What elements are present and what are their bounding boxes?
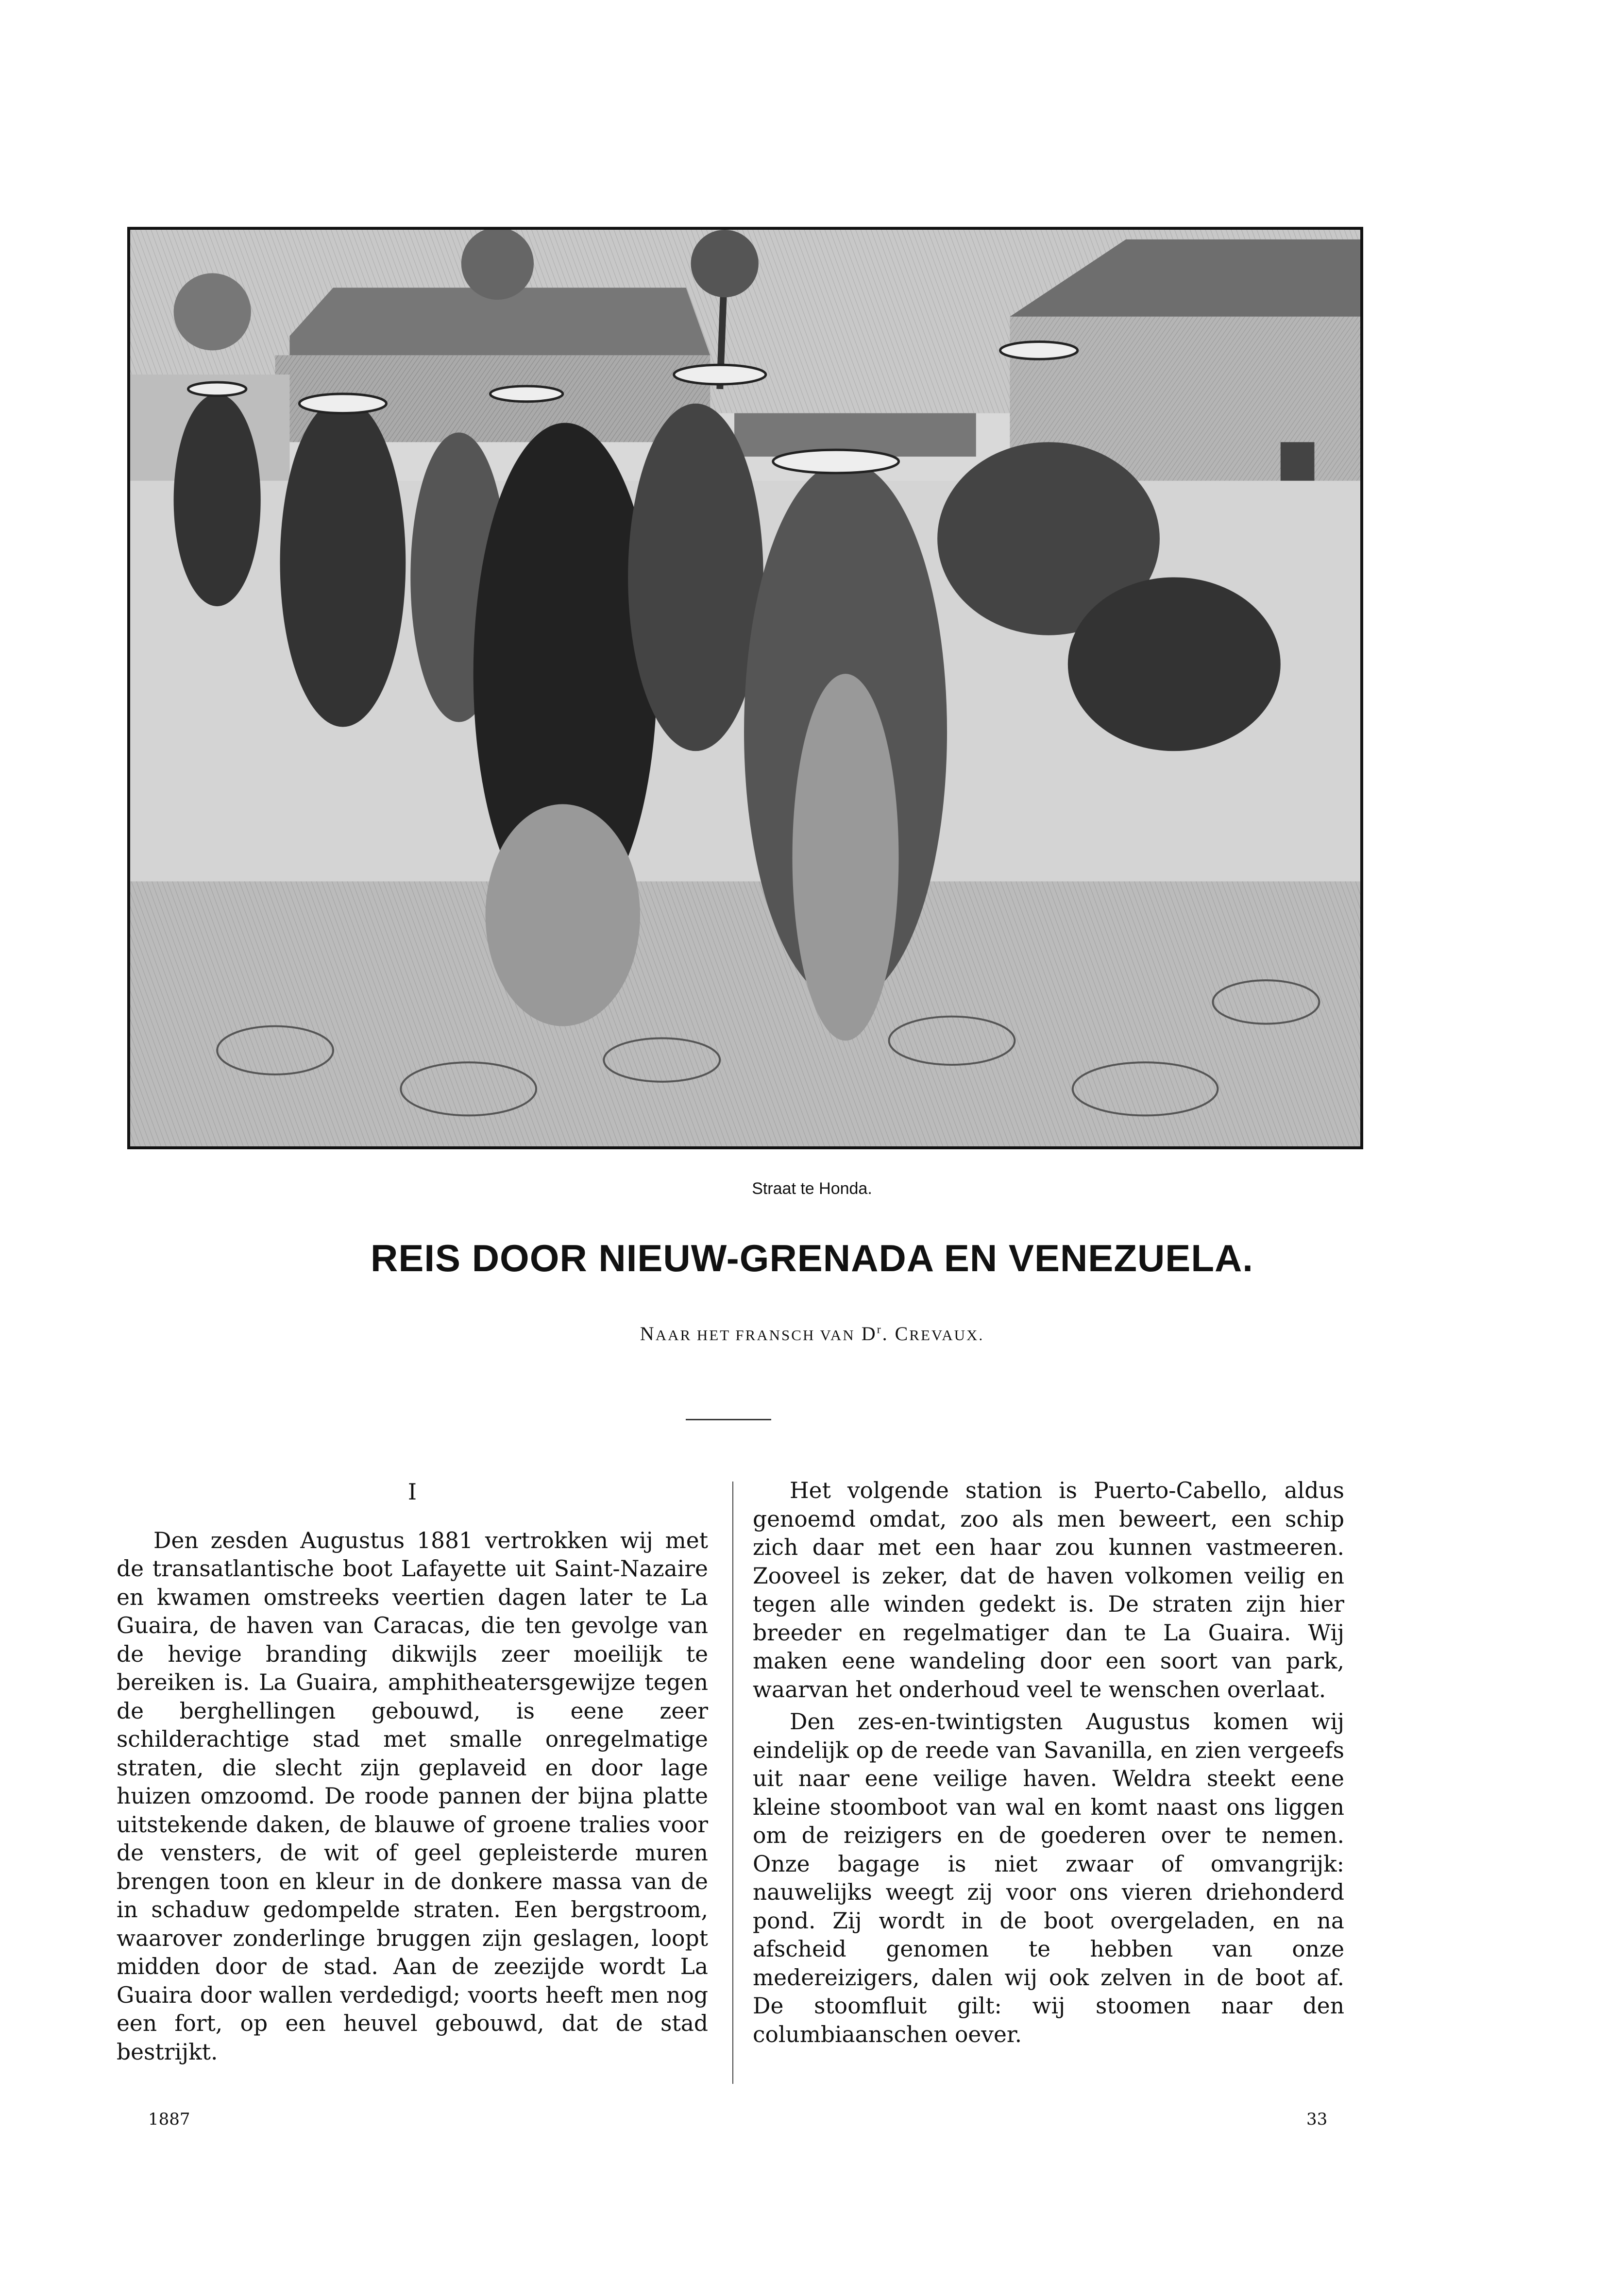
section-number: I	[407, 1479, 417, 1505]
figure-caption: Straat te Honda.	[752, 1179, 872, 1198]
paragraph: Den zesden Augustus 1881 vertrokken wij met de transatlantische boot Lafayette uit Saint-Nazaire en kwamen omstreeks veertien dagen later te La Guaira, de haven van Caracas, die ten gevolge van de hevige branding dikwijls zeer moeilijk te bereiken is. La Guaira, amphitheatersgewijze tegen de berghellingen gebouwd, is eene zeer schilderachtige stad met smalle onregelmatige straten, die slecht zijn geplaveid en door lage huizen omzoomd. De roode pannen der bijna platte uitstekende daken, de blauwe of groene tralies voor de vensters, de wit of geel gepleisterde muren brengen toon en kleur in de donkere massa van de in schaduw gedompelde straten. Een bergstroom, waarover zonderlinge bruggen zijn geslagen, loopt midden door de stad. Aan de zeezijde wordt La Guaira door wallen verdedigd; voorts heeft men nog een fort, op een heuvel gebouwd, dat de stad bestrijkt.	[117, 1527, 708, 2065]
footer-year: 1887	[148, 2110, 190, 2129]
article-title: REIS DOOR NIEUW-GRENADA EN VENEZUELA.	[371, 1237, 1253, 1279]
street-scene-engraving	[130, 230, 1360, 1146]
illustration	[127, 227, 1363, 1149]
subtitle-naar-initial: N	[640, 1323, 656, 1345]
article-subtitle: NAAR HET FRANSCH VAN $D^r$. CREVAUX.	[640, 1323, 984, 1345]
left-column	[117, 1477, 708, 2066]
paragraph: Het volgende station is Puerto-Cabello, aldus genoemd omdat, zoo als men beweert, een schip zich daar met een haar zou kunnen vastmeeren. Zooveel is zeker, dat de haven volkomen veilig en tegen alle winden gedekt is. De straten zijn hier breeder en regelmatiger dan te La Guaira. Wij maken eene wandeling door een soort van park, waarvan het onderhoud veel te wenschen overlaat.	[753, 1478, 1344, 1703]
right-column	[753, 1477, 1344, 2049]
column-divider	[732, 1482, 733, 2084]
subtitle-name-rest: REVAUX.	[909, 1327, 984, 1344]
paragraph: Den zes-en-twintigsten Augustus komen wij eindelijk op de reede van Savanilla, en zien vergeefs uit naar eene veilige haven. Weldra steekt eene kleine stoomboot van wal en komt naast ons liggen om de reizigers en de goederen over te nemen. Onze bagage is niet zwaar of omvangrijk: nauwelijks weegt zij voor ons vieren driehonderd pond. Zij wordt in de boot overgeladen, en na afscheid genomen te hebben van onze medereizigers, dalen wij ook zelven in de boot af. De stoomfluit gilt: wij stoomen naar den columbiaanschen oever.	[753, 1709, 1344, 2047]
subtitle-name-initial: C	[895, 1323, 910, 1345]
title-divider	[686, 1419, 771, 1420]
subtitle-naar-rest: AAR HET FRANSCH VAN	[655, 1327, 855, 1344]
subtitle-dr-sup: r	[877, 1323, 882, 1336]
page-number: 33	[1306, 2110, 1328, 2129]
subtitle-dr: D	[861, 1323, 877, 1345]
